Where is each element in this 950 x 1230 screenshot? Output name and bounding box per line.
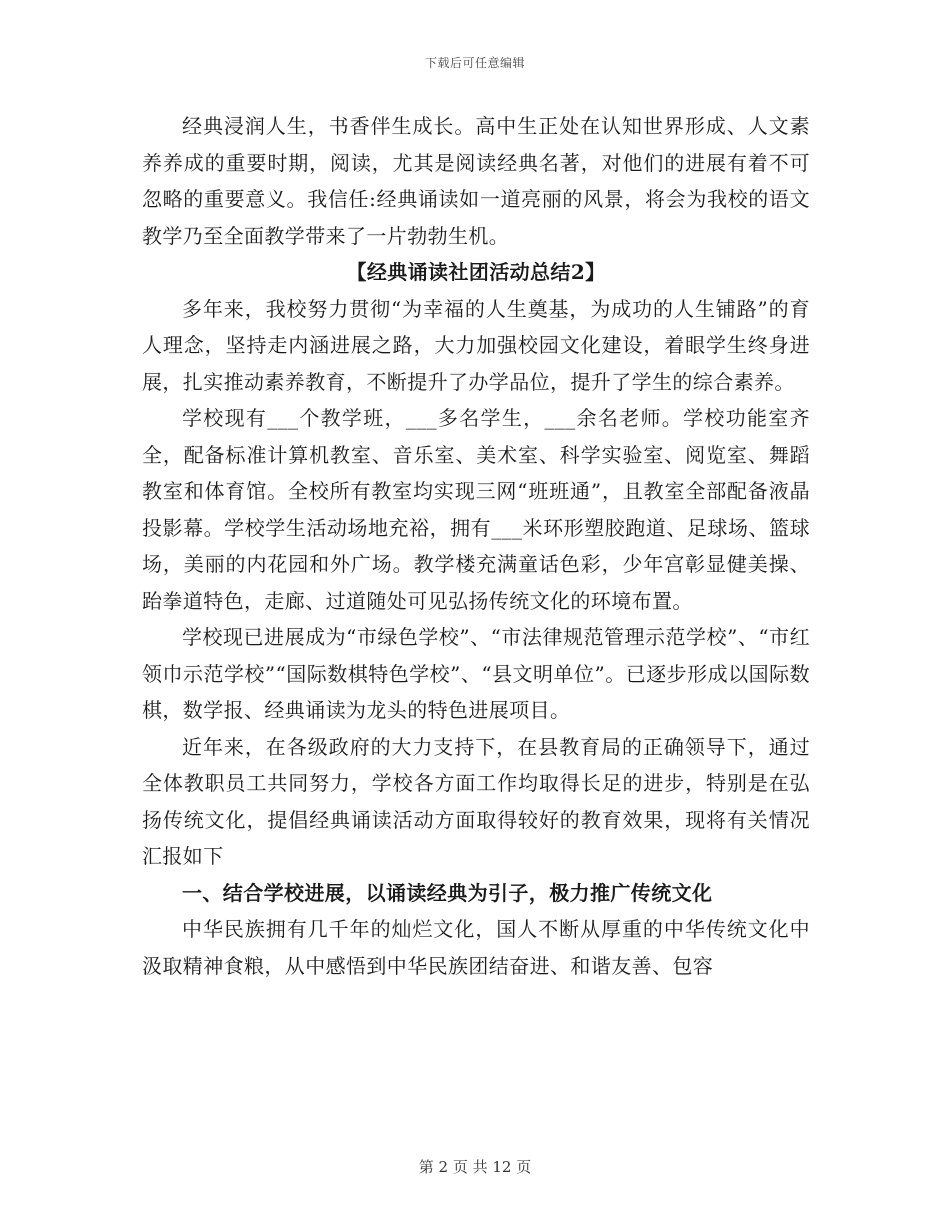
paragraph-facilities: 学校现有___个教学班，___多名学生，___余名老师。学校功能室齐全，配备标准计算机教室、音乐室、美术室、科学实验室、阅览室、舞蹈教室和体育馆。全校所有教室均实现三网“班班通”，且教室全部配备液晶投影幕。学校学生活动场地充裕，拥有___米环形塑胶跑道、足球场、篮球场，美丽的内花园和外广场。教学楼充满童话色彩，少年宫彰显健美操、跆拳道特色，走廊、过道随处可见弘扬传统文化的环境布置。 (142, 406, 810, 613)
paragraph-intro: 经典浸润人生，书香伴生成长。高中生正处在认知世界形成、人文素养养成的重要时期，阅读，尤其是阅读经典名著，对他们的进展有着不可忽略的重要意义。我信任:经典诵读如一道亮丽的风景，将会为我校的语文教学乃至全面教学带来了一片勃勃生机。 (142, 114, 810, 248)
page-header: 下载后可任意编辑 (424, 56, 525, 70)
subsection-heading: 一、结合学校进展，以诵读经典为引子，极力推广传统文化 (182, 880, 713, 905)
document-body (142, 108, 810, 984)
paragraph-summary: 近年来，在各级政府的大力支持下，在县教育局的正确领导下，通过全体教职员工共同努力，学校各方面工作均取得长足的进步，特别是在弘扬传统文化，提倡经典诵读活动方面取得较好的教育效果，现将有关情况汇报如下 (142, 734, 810, 868)
paragraph-philosophy: 多年来，我校努力贯彻“为幸福的人生奠基，为成功的人生铺路”的育人理念，坚持走内涵进展之路，大力加强校园文化建设，着眼学生终身进展，扎实推动素养教育，不断提升了办学品位，提升了学生的综合素养。 (142, 296, 810, 394)
paragraph-honors: 学校现已进展成为“市绿色学校”、“市法律规范管理示范学校”、“市红领巾示范学校”“国际数棋特色学校”、“县文明单位”。已逐步形成以国际数棋，数学报、经典诵读为龙头的特色进展项目。 (142, 625, 810, 722)
page-number: 第 2 页 共 12 页 (418, 1158, 532, 1176)
paragraph-culture: 中华民族拥有几千年的灿烂文化，国人不断从厚重的中华传统文化中汲取精神食粮，从中感悟到中华民族团结奋进、和谐友善、包容 (142, 917, 810, 978)
section-heading: 【经典诵读社团活动总结2】 (346, 260, 606, 284)
